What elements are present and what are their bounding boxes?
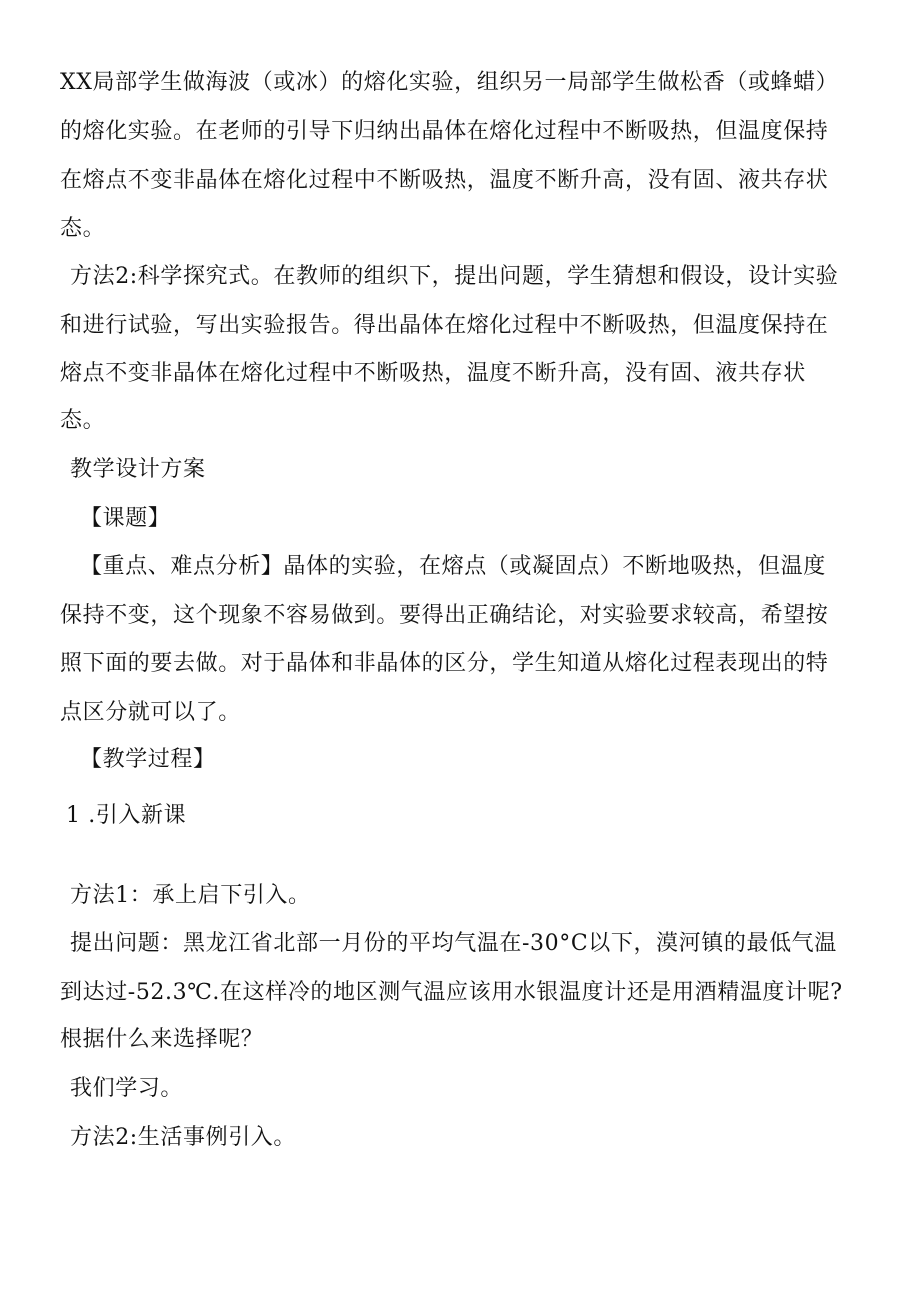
topic-heading: 【课题】: [80, 506, 171, 531]
analysis-line-2: 保持不变，这个现象不容易做到。要得出正确结论，对实验要求较高，希望按: [60, 603, 829, 628]
paragraph-2-line-1: 方法2:科学探究式。在教师的组织下，提出问题，学生猜想和假设，设计实验: [70, 264, 839, 289]
question-line-1: 提出问题：黑龙江省北部一月份的平均气温在-30°C以下，漠河镇的最低气温: [70, 931, 837, 956]
method-2: 方法2:生活事例引入。: [70, 1125, 297, 1150]
question-line-3: 根据什么来选择呢？: [60, 1027, 264, 1052]
section-title: 教学设计方案: [70, 457, 206, 482]
method-1: 方法1：承上启下引入。: [70, 883, 311, 908]
paragraph-2-line-3: 熔点不变非晶体在熔化过程中不断吸热，温度不断升高，没有固、液共存状: [60, 361, 806, 386]
process-heading: 【教学过程】: [80, 747, 216, 772]
paragraph-1-line-3: 在熔点不变非晶体在熔化过程中不断吸热，温度不断升高，没有固、液共存状: [60, 168, 829, 193]
analysis-line-4: 点区分就可以了。: [60, 700, 241, 725]
paragraph-1-line-2: 的熔化实验。在老师的引导下归纳出晶体在熔化过程中不断吸热，但温度保持: [60, 119, 829, 144]
analysis-line-3: 照下面的要去做。对于晶体和非晶体的区分，学生知道从熔化过程表现出的特: [60, 651, 829, 676]
we-study-line: 我们学习。: [70, 1076, 184, 1101]
step-1-heading: 1 .引入新课: [66, 803, 187, 828]
paragraph-1-line-4: 态。: [60, 216, 106, 241]
analysis-line-1: 【重点、难点分析】晶体的实验，在熔点（或凝固点）不断地吸热，但温度: [80, 554, 826, 579]
paragraph-1-line-1: XX局部学生做海波（或冰）的熔化实验，组织另一局部学生做松香（或蜂蜡）: [60, 70, 839, 95]
question-line-2: 到达过-52.3℃.在这样冷的地区测气温应该用水银温度计还是用酒精温度计呢?: [60, 980, 843, 1005]
paragraph-2-line-4: 态。: [60, 408, 106, 433]
paragraph-2-line-2: 和进行试验，写出实验报告。得出晶体在熔化过程中不断吸热，但温度保持在: [60, 313, 829, 338]
